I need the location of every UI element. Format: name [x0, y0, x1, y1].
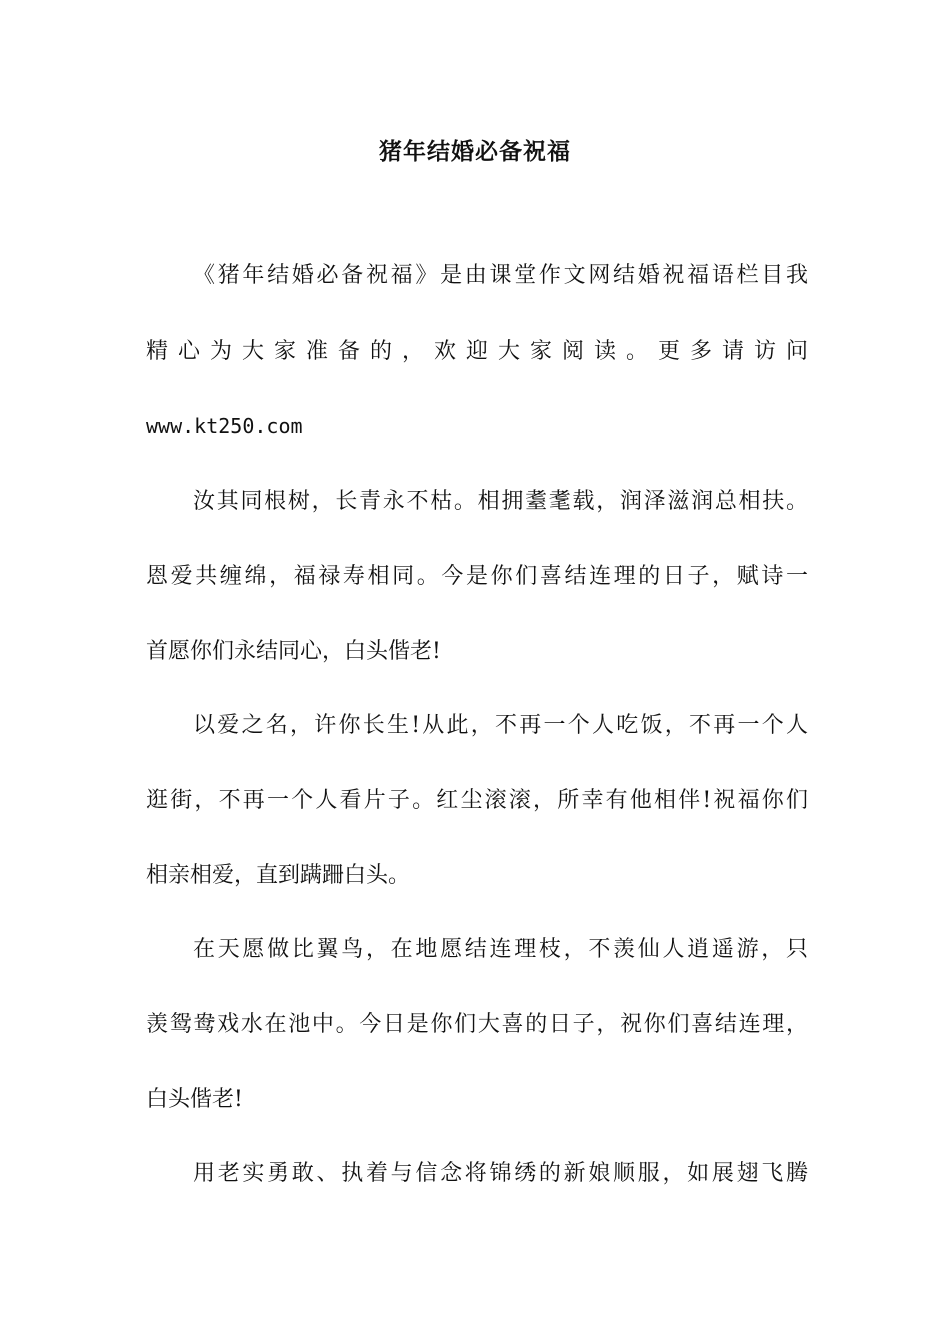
- paragraph-line: 用老实勇敢、执着与信念将锦绣的新娘顺服，如展翅飞腾: [193, 1161, 808, 1186]
- paragraph-line: 白头偕老!: [146, 1087, 243, 1112]
- paragraph-line: 汝其同根树，长青永不枯。相拥耋耄载，润泽滋润总相扶。: [193, 489, 808, 514]
- website-url: www.kt250.com: [146, 414, 303, 438]
- paragraph-line: 首愿你们永结同心，白头偕老!: [146, 639, 441, 664]
- paragraph-line: 精心为大家准备的，欢迎大家阅读。更多请访问: [146, 339, 808, 364]
- paragraph-line: 逛街，不再一个人看片子。红尘滚滚，所幸有他相伴!祝福你们: [146, 788, 808, 813]
- paragraph-line: 相亲相爱，直到蹒跚白头。: [146, 863, 411, 888]
- paragraph-line: 以爱之名，许你长生!从此，不再一个人吃饭，不再一个人: [193, 713, 808, 738]
- paragraph-line: 恩爱共缠绵，福禄寿相同。今是你们喜结连理的日子，赋诗一: [146, 564, 808, 589]
- document-title: 猪年结婚必备祝福: [379, 139, 571, 165]
- paragraph-line: 羡鸳鸯戏水在池中。今日是你们大喜的日子，祝你们喜结连理，: [146, 1012, 808, 1037]
- paragraph-line: 在天愿做比翼鸟，在地愿结连理枝，不羡仙人逍遥游，只: [193, 937, 808, 962]
- paragraph-line: 《猪年结婚必备祝福》是由课堂作文网结婚祝福语栏目我: [193, 263, 808, 288]
